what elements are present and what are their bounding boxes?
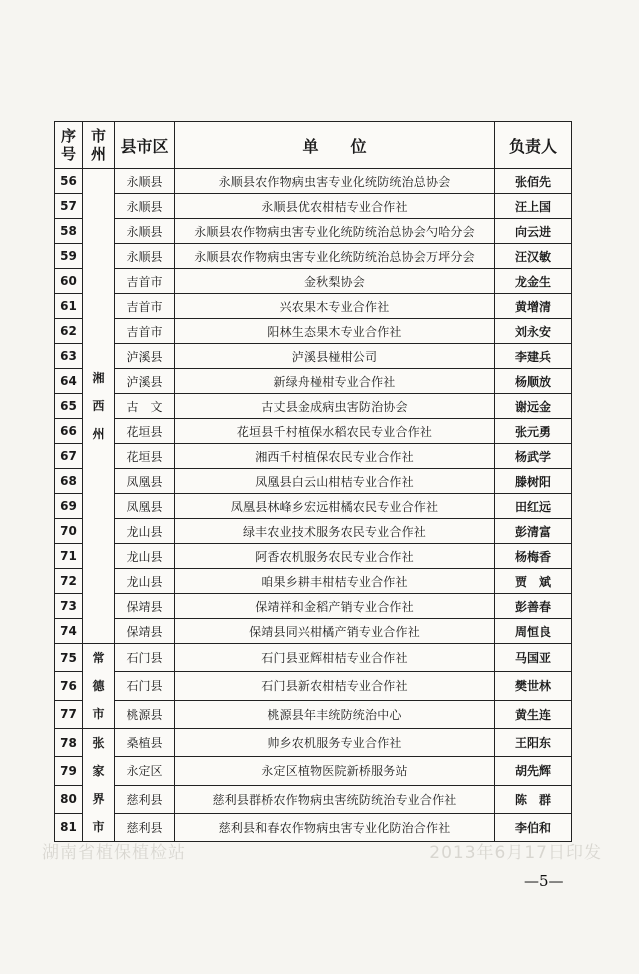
row-seq: 71	[55, 544, 83, 569]
row-county: 桃源县	[115, 700, 175, 728]
row-unit: 阳林生态果木专业合作社	[175, 319, 495, 344]
row-person: 汪上国	[495, 194, 572, 219]
row-person: 王阳东	[495, 729, 572, 757]
header-city-line2: 州	[90, 145, 106, 163]
table-row	[55, 594, 572, 619]
header-unit: 单 位	[175, 122, 495, 169]
row-person: 樊世林	[495, 672, 572, 700]
row-county: 吉首市	[115, 294, 175, 319]
row-unit: 永定区植物医院新桥服务站	[175, 757, 495, 785]
footer-issuer-line	[42, 838, 602, 863]
row-unit: 帅乡农机服务专业合作社	[175, 729, 495, 757]
row-county: 花垣县	[115, 419, 175, 444]
row-unit: 石门县新农柑桔专业合作社	[175, 672, 495, 700]
row-seq: 70	[55, 519, 83, 544]
table-header-row	[55, 122, 572, 169]
row-county: 永顺县	[115, 169, 175, 194]
row-unit: 湘西千村植保农民专业合作社	[175, 444, 495, 469]
row-person: 黄生连	[495, 700, 572, 728]
header-person: 负责人	[495, 122, 572, 169]
city-char: 家	[92, 764, 105, 778]
row-person: 张佰先	[495, 169, 572, 194]
table-row	[55, 644, 572, 672]
row-county: 泸溪县	[115, 344, 175, 369]
row-seq: 68	[55, 469, 83, 494]
row-seq: 57	[55, 194, 83, 219]
row-county: 慈利县	[115, 813, 175, 841]
table-row	[55, 194, 572, 219]
row-unit: 石门县亚辉柑桔专业合作社	[175, 644, 495, 672]
row-seq: 59	[55, 244, 83, 269]
row-unit: 慈利县和春农作物病虫害专业化防治合作社	[175, 813, 495, 841]
header-seq	[55, 122, 83, 169]
row-seq: 78	[55, 729, 83, 757]
header-city-line1: 市	[90, 127, 106, 145]
row-person: 滕树阳	[495, 469, 572, 494]
page-number: —5—	[524, 872, 564, 890]
row-seq: 56	[55, 169, 83, 194]
row-person: 陈 群	[495, 785, 572, 813]
table-row	[55, 672, 572, 700]
row-unit: 永顺县优农柑桔专业合作社	[175, 194, 495, 219]
row-county: 花垣县	[115, 444, 175, 469]
row-county: 吉首市	[115, 319, 175, 344]
table-row	[55, 700, 572, 728]
row-county: 吉首市	[115, 269, 175, 294]
city-char: 张	[92, 736, 105, 750]
table-row	[55, 394, 572, 419]
city-char: 市	[92, 707, 105, 721]
row-person: 周恒良	[495, 619, 572, 644]
row-seq: 60	[55, 269, 83, 294]
table-row	[55, 419, 572, 444]
row-county: 龙山县	[115, 569, 175, 594]
header-seq-line2: 号	[60, 145, 76, 163]
city-char: 州	[92, 427, 105, 441]
row-person: 龙金生	[495, 269, 572, 294]
row-unit: 永顺县农作物病虫害专业化统防统治总协会勺哈分会	[175, 219, 495, 244]
row-county: 凤凰县	[115, 494, 175, 519]
row-county: 石门县	[115, 644, 175, 672]
row-county: 永顺县	[115, 194, 175, 219]
table-row	[55, 729, 572, 757]
row-person: 杨梅香	[495, 544, 572, 569]
row-seq: 74	[55, 619, 83, 644]
table-row	[55, 294, 572, 319]
row-seq: 58	[55, 219, 83, 244]
row-county: 石门县	[115, 672, 175, 700]
row-seq: 72	[55, 569, 83, 594]
city-char: 市	[92, 820, 105, 834]
row-person: 杨武学	[495, 444, 572, 469]
row-county: 古 文	[115, 394, 175, 419]
city-char: 湘	[92, 371, 105, 385]
table-row	[55, 757, 572, 785]
row-unit: 金秋梨协会	[175, 269, 495, 294]
row-county: 永顺县	[115, 219, 175, 244]
row-unit: 咱果乡耕丰柑桔专业合作社	[175, 569, 495, 594]
row-seq: 79	[55, 757, 83, 785]
row-seq: 66	[55, 419, 83, 444]
table-row	[55, 519, 572, 544]
row-person: 刘永安	[495, 319, 572, 344]
row-unit: 泸溪县椪柑公司	[175, 344, 495, 369]
header-county: 县市区	[115, 122, 175, 169]
row-county: 保靖县	[115, 619, 175, 644]
footer-date: 2013年6月17日印发	[429, 843, 602, 863]
city-char: 西	[92, 399, 105, 413]
table-row	[55, 544, 572, 569]
row-seq: 75	[55, 644, 83, 672]
row-person: 贾 斌	[495, 569, 572, 594]
row-county: 龙山县	[115, 519, 175, 544]
row-seq: 81	[55, 813, 83, 841]
row-seq: 73	[55, 594, 83, 619]
row-seq: 65	[55, 394, 83, 419]
row-county: 永顺县	[115, 244, 175, 269]
row-person: 汪汉敏	[495, 244, 572, 269]
city-char: 界	[92, 792, 105, 806]
row-unit: 阿香农机服务农民专业合作社	[175, 544, 495, 569]
table-row	[55, 219, 572, 244]
table-body	[55, 169, 572, 842]
table-row	[55, 619, 572, 644]
row-seq: 61	[55, 294, 83, 319]
row-seq: 76	[55, 672, 83, 700]
city-group-cell	[83, 729, 115, 842]
row-county: 龙山县	[115, 544, 175, 569]
row-unit: 永顺县农作物病虫害专业化统防统治总协会	[175, 169, 495, 194]
row-person: 杨顺放	[495, 369, 572, 394]
header-seq-line1: 序	[60, 127, 76, 145]
row-seq: 69	[55, 494, 83, 519]
row-seq: 64	[55, 369, 83, 394]
table-row	[55, 494, 572, 519]
table-row	[55, 469, 572, 494]
row-person: 李伯和	[495, 813, 572, 841]
row-county: 永定区	[115, 757, 175, 785]
row-unit: 保靖祥和金稻产销专业合作社	[175, 594, 495, 619]
row-seq: 77	[55, 700, 83, 728]
row-unit: 慈利县群桥农作物病虫害统防统治专业合作社	[175, 785, 495, 813]
row-unit: 兴农果木专业合作社	[175, 294, 495, 319]
table-row	[55, 319, 572, 344]
row-person: 谢远金	[495, 394, 572, 419]
organization-table	[54, 121, 572, 842]
city-group-cell	[83, 644, 115, 729]
table-row	[55, 369, 572, 394]
footer-issuer: 湖南省植保植检站	[42, 843, 186, 863]
row-unit: 花垣县千村植保水稻农民专业合作社	[175, 419, 495, 444]
row-person: 胡先辉	[495, 757, 572, 785]
row-unit: 凤凰县林峰乡宏远柑橘农民专业合作社	[175, 494, 495, 519]
row-person: 彭善春	[495, 594, 572, 619]
row-unit: 古丈县金成病虫害防治协会	[175, 394, 495, 419]
row-county: 凤凰县	[115, 469, 175, 494]
row-unit: 保靖县同兴柑橘产销专业合作社	[175, 619, 495, 644]
row-unit: 新绿舟椪柑专业合作社	[175, 369, 495, 394]
row-seq: 62	[55, 319, 83, 344]
row-seq: 80	[55, 785, 83, 813]
row-person: 彭清富	[495, 519, 572, 544]
row-person: 马国亚	[495, 644, 572, 672]
row-unit: 永顺县农作物病虫害专业化统防统治总协会万坪分会	[175, 244, 495, 269]
row-unit: 绿丰农业技术服务农民专业合作社	[175, 519, 495, 544]
row-person: 黄增清	[495, 294, 572, 319]
row-person: 张元勇	[495, 419, 572, 444]
city-group-cell	[83, 169, 115, 644]
row-unit: 桃源县年丰统防统治中心	[175, 700, 495, 728]
table-row	[55, 785, 572, 813]
row-county: 桑植县	[115, 729, 175, 757]
row-person: 向云进	[495, 219, 572, 244]
table-row	[55, 344, 572, 369]
row-county: 泸溪县	[115, 369, 175, 394]
city-char: 常	[92, 651, 105, 665]
table-row	[55, 569, 572, 594]
row-person: 田红远	[495, 494, 572, 519]
row-county: 慈利县	[115, 785, 175, 813]
row-person: 李建兵	[495, 344, 572, 369]
row-seq: 63	[55, 344, 83, 369]
table-row	[55, 444, 572, 469]
table-row	[55, 269, 572, 294]
city-char: 德	[92, 679, 105, 693]
row-county: 保靖县	[115, 594, 175, 619]
row-unit: 凤凰县白云山柑桔专业合作社	[175, 469, 495, 494]
table-row	[55, 244, 572, 269]
header-city	[83, 122, 115, 169]
row-seq: 67	[55, 444, 83, 469]
table-row	[55, 169, 572, 194]
